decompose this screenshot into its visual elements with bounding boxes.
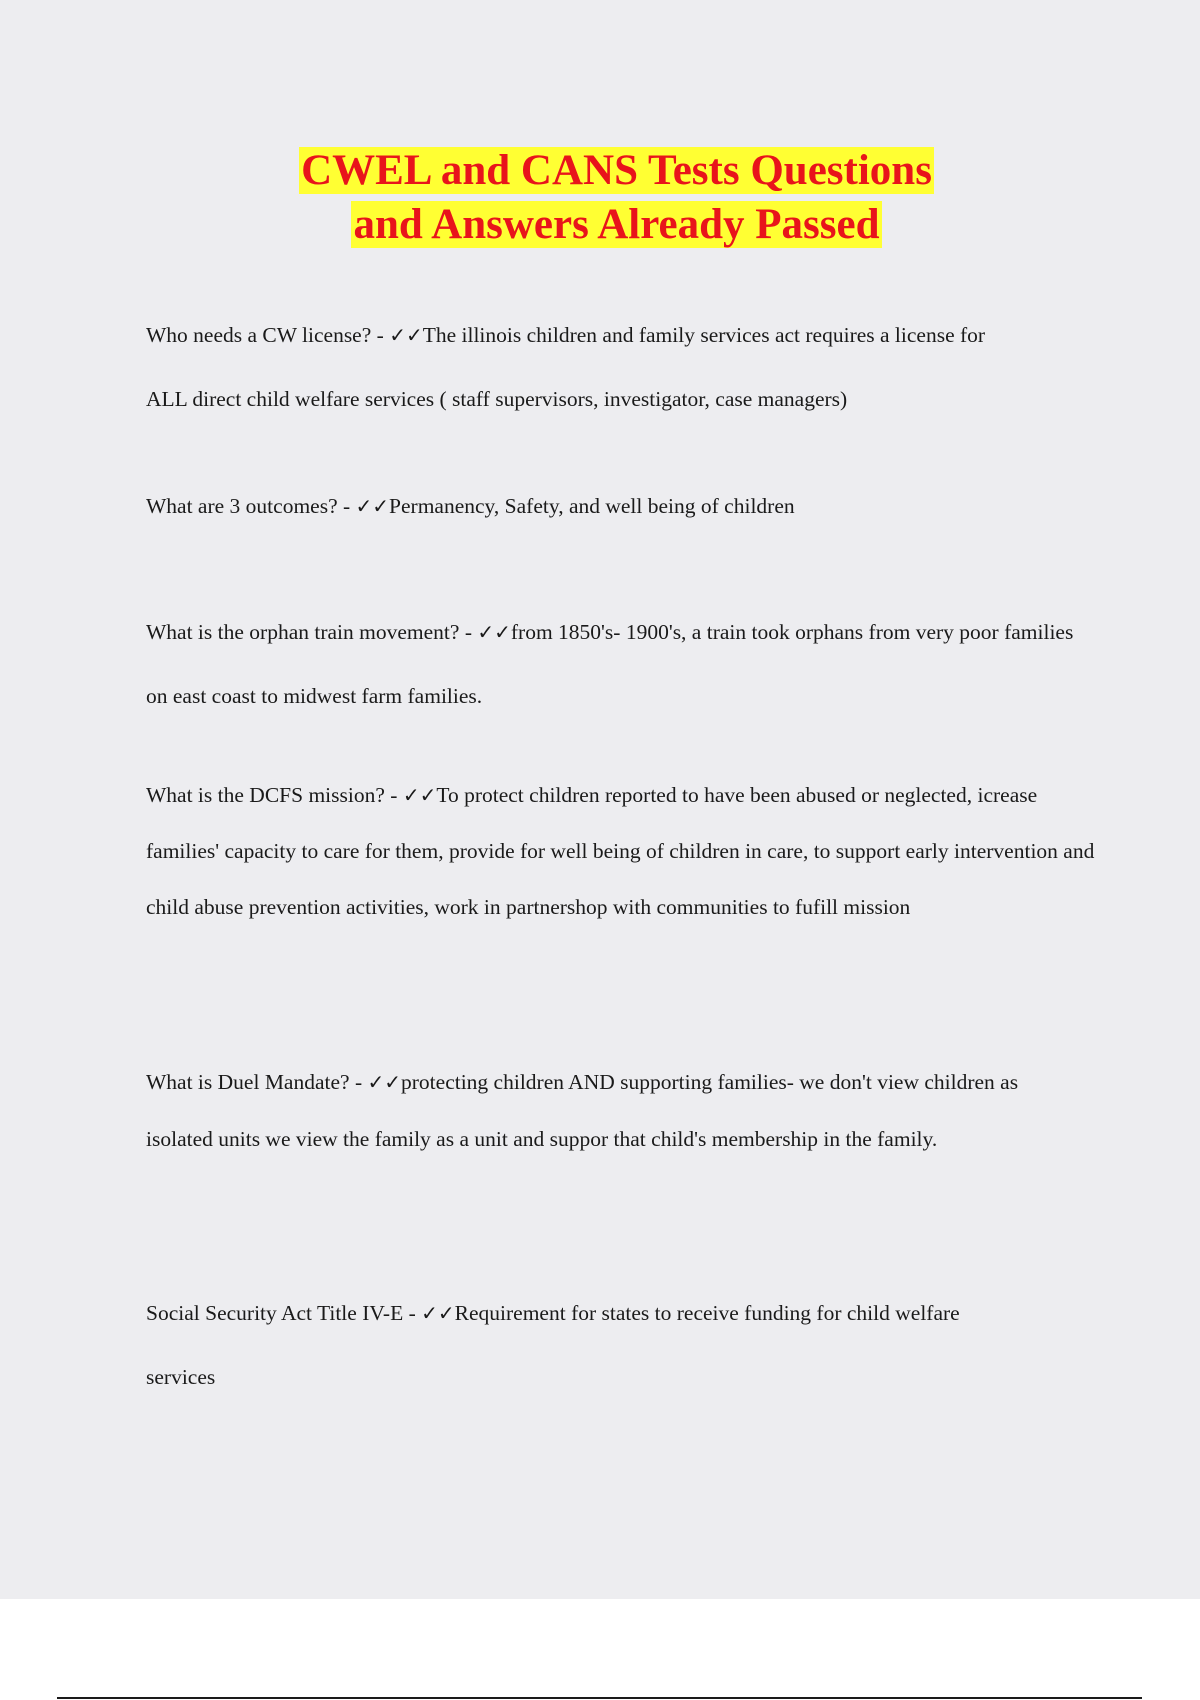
answer-text: The illinois children and family services act requires a license for ALL direct child welfare services ( staff supervisors, investigator, case managers) [146,323,986,411]
answer-text: To protect children reported to have been abused or neglected, icrease families' capacity to care for them, provide for well being of children in care, to support early intervention and child abuse prevention activities, work in partnershop with communities to fufill mission [146,783,1095,919]
question-text: What is Duel Mandate? - [146,1070,368,1094]
question-text: What are 3 outcomes? - [146,494,356,518]
answer-text: Requirement for states to receive funding for child welfare services [146,1301,960,1389]
double-check-icon: ✓✓ [355,494,390,518]
question-text: What is the DCFS mission? - [146,783,403,807]
footer-rule [57,1697,1142,1699]
answer-text: protecting children AND supporting families- we don't view children as isolated units we view the family as a unit and suppor that child's membership in the family. [146,1070,1019,1151]
qa-entry-outcomes [146,479,1096,533]
double-check-icon: ✓✓ [367,1070,402,1094]
document-title [0,144,1200,252]
answer-text: Permanency, Safety, and well being of children [389,494,795,518]
question-text: Who needs a CW license? - [146,323,390,347]
qa-entry-duel-mandate [146,1054,1061,1168]
double-check-icon: ✓✓ [402,783,437,807]
qa-entry-title-iv-e [146,1281,1021,1409]
double-check-icon: ✓✓ [477,620,511,644]
double-check-icon: ✓✓ [389,323,423,347]
qa-entry-dcfs-mission [146,767,1101,935]
answer-text: from 1850's- 1900's, a train took orphans from very poor families on east coast to midwest farm families. [146,620,1074,708]
qa-entry-orphan-train [146,600,1091,728]
question-text: What is the orphan train movement? - [146,620,478,644]
title-line-2: and Answers Already Passed [353,201,880,248]
qa-entry-cw-license [146,303,1016,431]
question-text: Social Security Act Title IV-E - [146,1301,422,1325]
double-check-icon: ✓✓ [421,1301,455,1325]
title-line-1: CWEL and CANS Tests Questions [301,147,932,194]
